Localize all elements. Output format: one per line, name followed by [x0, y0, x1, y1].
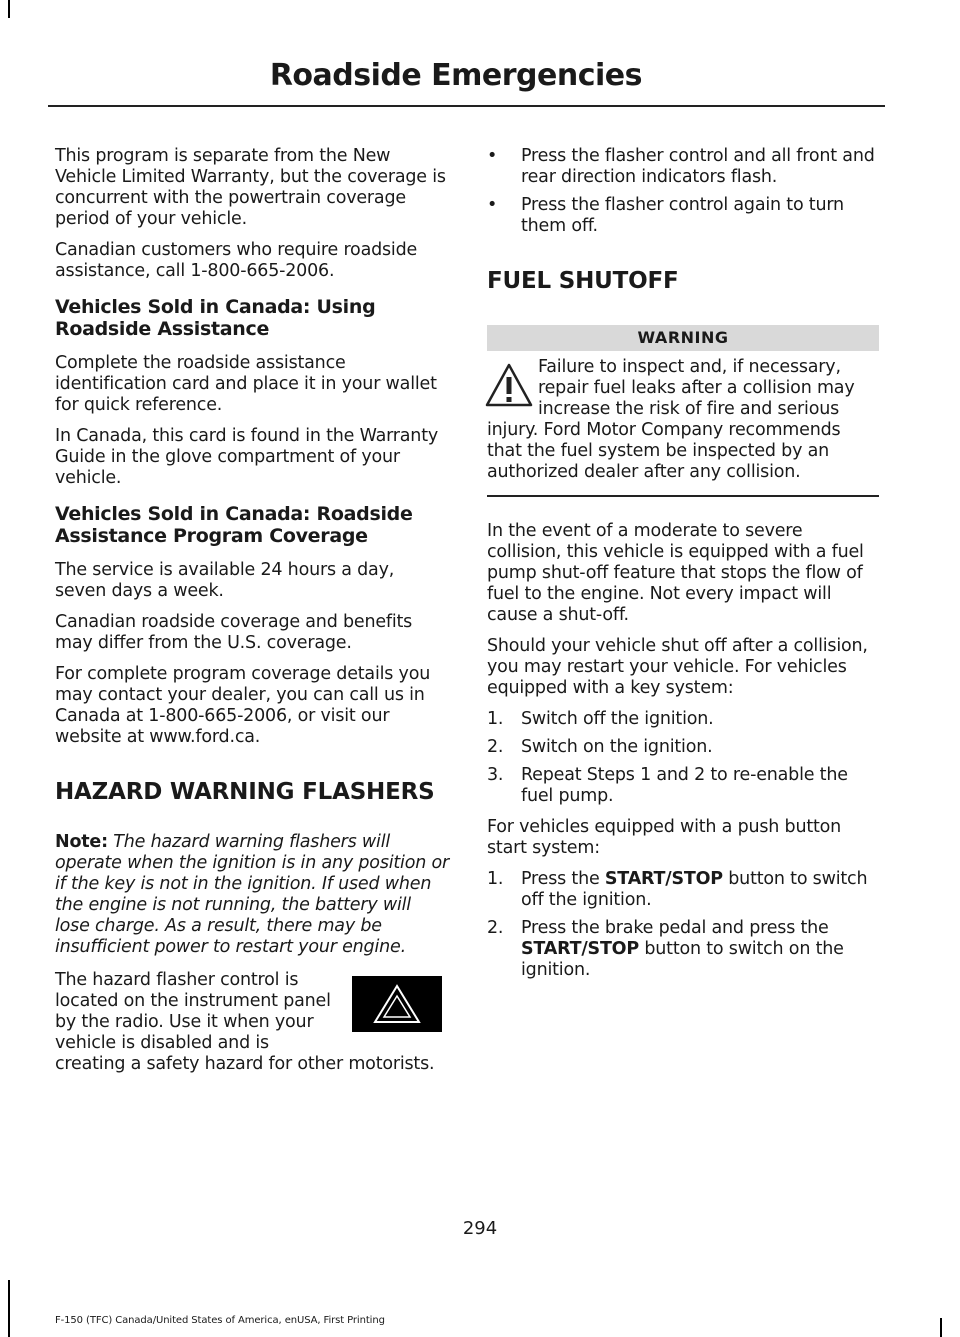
warning-rule: [487, 495, 879, 497]
note-text: The hazard warning flashers will operate when the ignition is in any position or if the key is not in the ignition. If used when the engine is not running, the battery will lose charge. As a result, there may be insufficient power to restart your engine.: [55, 832, 449, 957]
list-item: [487, 146, 879, 188]
note-label: Note:: [55, 832, 108, 852]
warning-header: WARNING: [487, 325, 879, 351]
hazard-triangle-icon: [352, 976, 442, 1032]
warning-triangle-icon: [483, 357, 535, 415]
chapter-heading: HAZARD WARNING FLASHERS: [55, 779, 435, 805]
list-item: [487, 869, 879, 911]
section-heading: Vehicles Sold in Canada: Roadside Assistance Program Coverage: [55, 503, 413, 547]
button-name: START/STOP: [604, 869, 723, 889]
list-item: [487, 709, 879, 730]
step-number: 3.: [487, 765, 504, 785]
list-item: [487, 918, 879, 981]
step-number: 1.: [487, 709, 504, 729]
paragraph: Canadian customers who require roadside assistance, call 1-800-665-2006.: [55, 240, 418, 281]
footer: F-150 (TFC) Canada/United States of America, enUSA, First Printing: [55, 1315, 385, 1326]
section-heading: Vehicles Sold in Canada: Using Roadside Assistance: [55, 296, 376, 340]
warning-text: Failure to inspect and, if necessary, repair fuel leaks after a collision may increase the risk of fire and serious injury. Ford Motor Company recommends that the fuel system be inspected by an authorized dealer after any collision.: [487, 357, 855, 482]
paragraph: Should your vehicle shut off after a collision, you may restart your vehicle. For vehicles equipped with a key system:: [487, 636, 868, 698]
list-item: [487, 195, 879, 237]
paragraph: The hazard flasher control is located on the instrument panel by the radio. Use it when your vehicle is disabled and is creating a safety hazard for other motorists.: [55, 970, 435, 1074]
paragraph: This program is separate from the New Vehicle Limited Warranty, but the coverage is concurrent with the powertrain coverage period of your vehicle.: [55, 146, 446, 229]
step-number: 2.: [487, 918, 504, 938]
note: [55, 832, 450, 958]
right-column: [487, 146, 879, 988]
step-text: Switch off the ignition.: [521, 709, 714, 729]
paragraph: In Canada, this card is found in the Warranty Guide in the glove compartment of your vehicle.: [55, 426, 439, 488]
list-item: [487, 737, 879, 758]
paragraph: In the event of a moderate to severe collision, this vehicle is equipped with a fuel pump shut-off feature that stops the flow of fuel to the engine. Not every impact will cause a shut-off.: [487, 521, 864, 625]
header-rule: [48, 105, 885, 107]
step-text-pre: Press the: [521, 869, 605, 889]
paragraph: For vehicles equipped with a push button start system:: [487, 817, 842, 858]
step-text: [521, 869, 879, 911]
list-item-text: Press the flasher control and all front and rear direction indicators flash.: [521, 146, 875, 187]
crop-mark: [8, 0, 10, 18]
list-item: [487, 765, 879, 807]
paragraph: The service is available 24 hours a day, seven days a week.: [55, 560, 395, 601]
step-number: 2.: [487, 737, 504, 757]
step-text: [521, 918, 879, 981]
paragraph: Complete the roadside assistance identification card and place it in your wallet for quick reference.: [55, 353, 437, 415]
step-text-post: button to switch off the ignition.: [521, 869, 868, 910]
list-item-text: Press the flasher control again to turn them off.: [521, 195, 844, 236]
step-number: 1.: [487, 869, 504, 889]
crop-mark: [8, 1280, 10, 1337]
step-text-post: button to switch on the ignition.: [521, 939, 844, 980]
step-text: Switch on the ignition.: [521, 737, 713, 757]
warning-body: [487, 357, 879, 483]
bullet-mark: •: [487, 146, 498, 166]
step-text: Repeat Steps 1 and 2 to re-enable the fuel pump.: [521, 765, 848, 806]
button-name: START/STOP: [521, 939, 639, 959]
paragraph: Canadian roadside coverage and benefits may differ from the U.S. coverage.: [55, 612, 413, 653]
hazard-description: [55, 970, 450, 1075]
crop-mark: [940, 1318, 942, 1337]
chapter-heading: FUEL SHUTOFF: [487, 268, 679, 294]
bullet-mark: •: [487, 195, 498, 215]
left-column: [55, 146, 450, 1075]
step-text-pre: Press the brake pedal and press the: [521, 918, 829, 938]
page-number: 294: [462, 1218, 498, 1239]
page-header-title: Roadside Emergencies: [269, 58, 642, 93]
paragraph: For complete program coverage details you may contact your dealer, you can call us in Canada at 1-800-665-2006, or visit our website at www.ford.ca.: [55, 664, 431, 747]
